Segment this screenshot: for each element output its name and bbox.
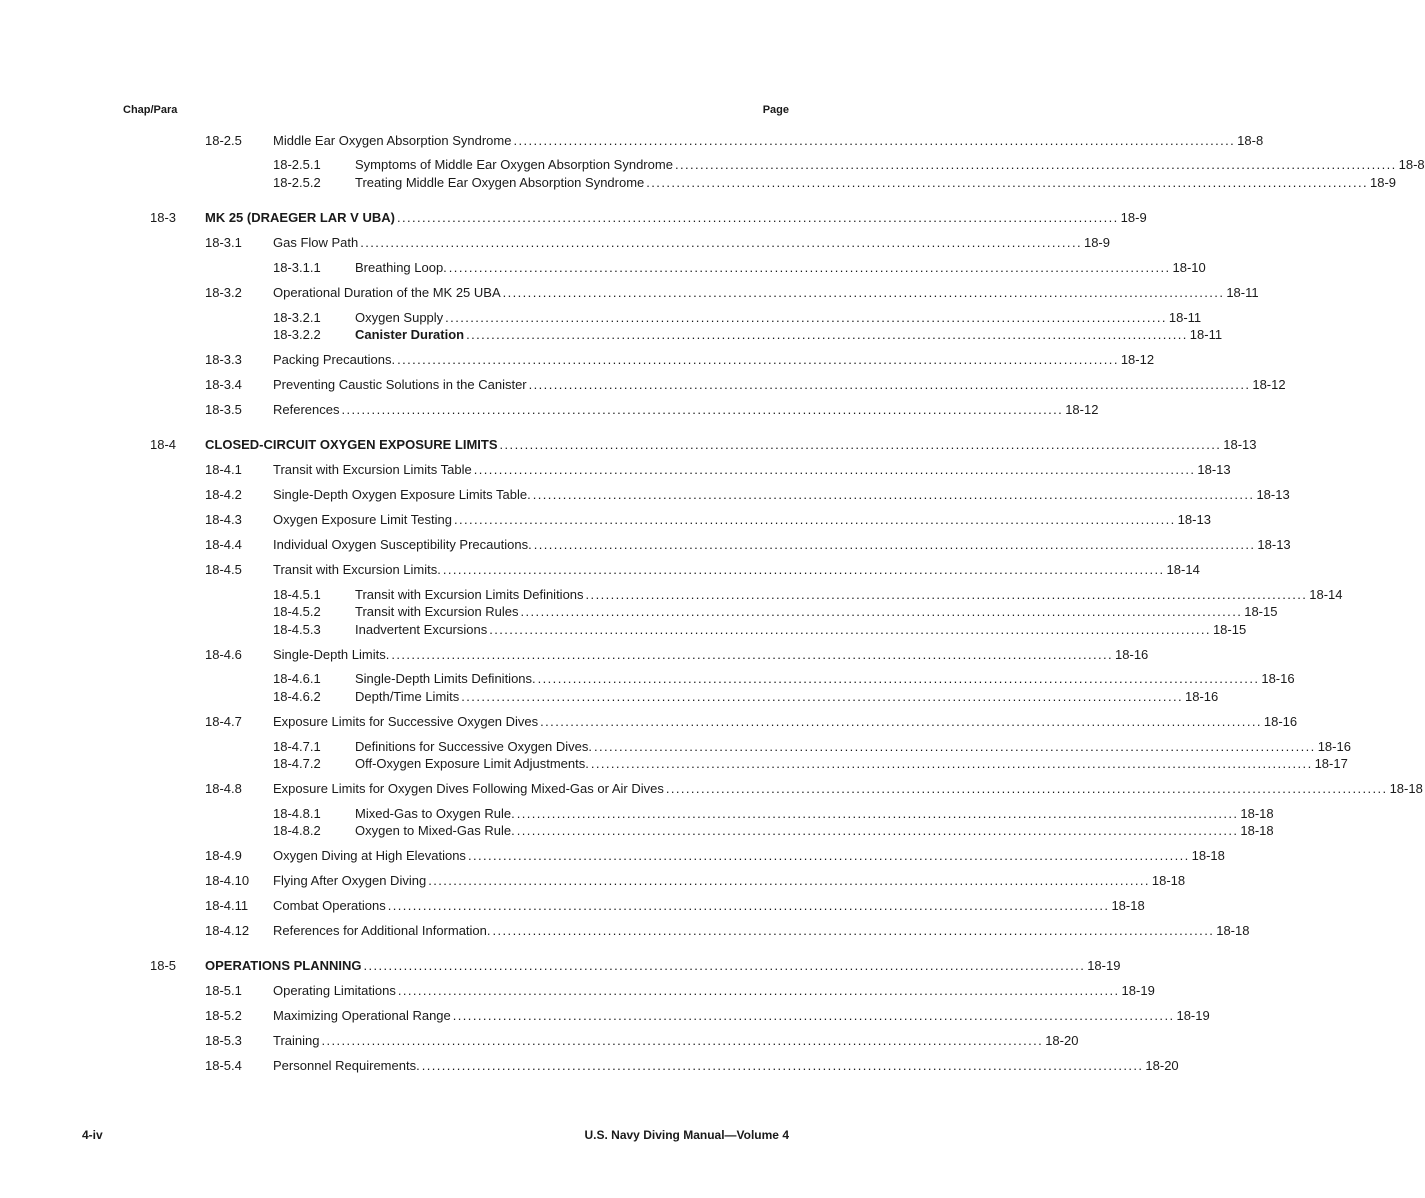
toc-entry-page: 18-19 xyxy=(1176,1008,1210,1023)
column-header-page: Page xyxy=(762,104,789,116)
toc-entry-title: Oxygen to Mixed-Gas Rule. xyxy=(355,823,515,838)
toc-entry-title: Middle Ear Oxygen Absorption Syndrome xyxy=(273,133,512,148)
toc-entry-page: 18-13 xyxy=(1197,462,1231,477)
toc-entry-page: 18-16 xyxy=(1115,647,1149,662)
toc-entry-title: Transit with Excursion Limits Definitions xyxy=(355,587,584,602)
toc-entry[interactable] xyxy=(273,487,1290,503)
dot-leader: ................................................................................................................................................ xyxy=(499,437,1222,452)
toc-entry-page: 18-12 xyxy=(1120,352,1155,367)
toc-entry-page: 18-18 xyxy=(1240,823,1274,838)
manual-title: U.S. Navy Diving Manual—Volume 4 xyxy=(584,1128,789,1142)
toc-entry[interactable] xyxy=(273,462,1231,478)
toc-entry-number: 18-4.5.2 xyxy=(273,604,321,619)
toc-entry[interactable] xyxy=(205,958,1121,974)
dot-leader: ................................................................................................................................................ xyxy=(502,285,1225,300)
toc-entry[interactable] xyxy=(273,1058,1179,1074)
dot-leader: ................................................................................................................................................ xyxy=(321,1033,1044,1048)
toc-entry-title: Single-Depth Limits Definitions. xyxy=(355,671,536,686)
dot-leader: ................................................................................................................................................ xyxy=(590,756,1313,771)
toc-entry-number: 18-4.5 xyxy=(205,562,242,577)
toc-entry[interactable] xyxy=(273,377,1286,393)
dot-leader: ................................................................................................................................................ xyxy=(442,562,1165,577)
toc-entry[interactable] xyxy=(355,310,1202,326)
toc-entry[interactable] xyxy=(355,756,1348,772)
toc-entry[interactable] xyxy=(273,352,1155,368)
toc-entry-page: 18-9 xyxy=(1369,175,1397,190)
toc-entry-page: 18-11 xyxy=(1168,310,1202,325)
toc-entry-number: 18-3.3 xyxy=(205,352,242,367)
dot-leader: ................................................................................................................................................ xyxy=(513,133,1236,148)
toc-entry[interactable] xyxy=(355,327,1223,343)
toc-entry[interactable] xyxy=(273,133,1264,149)
toc-entry-number: 18-2.5.1 xyxy=(273,157,321,172)
toc-entry-title: Personnel Requirements. xyxy=(273,1058,420,1073)
toc-entry-page: 18-9 xyxy=(1120,210,1147,225)
dot-leader: ................................................................................................................................................ xyxy=(421,1058,1144,1073)
dot-leader: ................................................................................................................................................ xyxy=(646,175,1368,190)
toc-entry-title: Exposure Limits for Oxygen Dives Following Mixed-Gas or Air Dives xyxy=(273,781,664,796)
toc-entry-number: 18-4.9 xyxy=(205,848,242,863)
dot-leader: ................................................................................................................................................ xyxy=(391,647,1114,662)
toc-entry-title: Operating Limitations xyxy=(273,983,396,998)
toc-entry-page: 18-18 xyxy=(1389,781,1423,796)
toc-entry-number: 18-3.2.1 xyxy=(273,310,321,325)
toc-entry-number: 18-4.7 xyxy=(205,714,242,729)
toc-entry-number: 18-4.8.2 xyxy=(273,823,321,838)
toc-entry-page: 18-11 xyxy=(1189,327,1223,342)
toc-entry-number: 18-3.2 xyxy=(205,285,242,300)
toc-entry-title: Packing Precautions. xyxy=(273,352,396,367)
toc-entry-page: 18-19 xyxy=(1121,983,1155,998)
toc-entry[interactable] xyxy=(273,537,1291,553)
toc-entry-title: Single-Depth Limits. xyxy=(273,647,390,662)
dot-leader: ................................................................................................................................................ xyxy=(585,587,1308,602)
toc-entry-page: 18-16 xyxy=(1261,671,1295,686)
dot-leader: ................................................................................................................................................ xyxy=(466,327,1188,342)
dot-leader: ................................................................................................................................................ xyxy=(520,604,1243,619)
dot-leader: ................................................................................................................................................ xyxy=(467,848,1190,863)
toc-entry-page: 18-15 xyxy=(1244,604,1278,619)
toc-entry-title: Transit with Excursion Limits Table xyxy=(273,462,472,477)
toc-entry-page: 18-13 xyxy=(1257,537,1291,552)
toc-entry-title: Operational Duration of the MK 25 UBA xyxy=(273,285,501,300)
toc-entry-title: MK 25 (DRAEGER LAR V UBA) xyxy=(205,210,395,225)
toc-entry-number: 18-4.10 xyxy=(205,873,250,888)
toc-entry[interactable] xyxy=(273,562,1200,578)
toc-entry-title: Definitions for Successive Oxygen Dives. xyxy=(355,739,592,754)
toc-entry-title: Transit with Excursion Rules xyxy=(355,604,519,619)
toc-entry[interactable] xyxy=(273,781,1423,797)
toc-entry-title: CLOSED-CIRCUIT OXYGEN EXPOSURE LIMITS xyxy=(205,437,498,452)
dot-leader: ................................................................................................................................................ xyxy=(341,402,1064,417)
toc-entry-number: 18-4.7.1 xyxy=(273,739,321,754)
dot-leader: ................................................................................................................................................ xyxy=(533,537,1256,552)
toc-entry-number: 18-4.3 xyxy=(205,512,242,527)
toc-entry-page: 18-8 xyxy=(1398,157,1425,172)
toc-entry-number: 18-4.5.1 xyxy=(273,587,321,602)
toc-entry-number: 18-3 xyxy=(150,210,177,225)
toc-entry-number: 18-4.6.1 xyxy=(273,671,321,686)
toc-entry[interactable] xyxy=(355,260,1206,276)
toc-entry-number: 18-4.7.2 xyxy=(273,756,321,771)
toc-entry[interactable] xyxy=(273,923,1250,939)
dot-leader: ................................................................................................................................................ xyxy=(445,310,1167,325)
toc-entry-number: 18-5 xyxy=(150,958,177,973)
toc-entry-number: 18-5.3 xyxy=(205,1033,242,1048)
dot-leader: ................................................................................................................................................ xyxy=(397,352,1119,367)
toc-entry-title: Oxygen Diving at High Elevations xyxy=(273,848,466,863)
toc-entry[interactable] xyxy=(273,235,1110,251)
toc-entry-page: 18-20 xyxy=(1145,1058,1179,1073)
toc-entry-page: 18-15 xyxy=(1212,622,1247,637)
toc-entry-title: Off-Oxygen Exposure Limit Adjustments. xyxy=(355,756,589,771)
toc-entry-number: 18-4.8.1 xyxy=(273,806,321,821)
dot-leader: ................................................................................................................................................ xyxy=(473,462,1196,477)
toc-entry[interactable] xyxy=(355,823,1274,839)
toc-entry-page: 18-12 xyxy=(1252,377,1286,392)
dot-leader: ................................................................................................................................................ xyxy=(360,235,1082,250)
toc-entry-number: 18-4.11 xyxy=(205,898,249,913)
toc-entry-number: 18-2.5 xyxy=(205,133,242,148)
toc-entry-page: 18-20 xyxy=(1045,1033,1079,1048)
dot-leader: ................................................................................................................................................ xyxy=(532,487,1255,502)
toc-entry[interactable] xyxy=(273,848,1225,864)
toc-entry[interactable] xyxy=(355,175,1397,191)
toc-entry-number: 18-5.4 xyxy=(205,1058,242,1073)
toc-entry[interactable] xyxy=(355,622,1247,638)
toc-entry-title: Training xyxy=(273,1033,320,1048)
toc-entry-page: 18-16 xyxy=(1184,689,1219,704)
dot-leader: ................................................................................................................................................ xyxy=(453,512,1176,527)
toc-entry-number: 18-3.4 xyxy=(205,377,242,392)
toc-entry[interactable] xyxy=(355,157,1425,173)
toc-entry[interactable] xyxy=(273,983,1155,999)
toc-entry-page: 18-9 xyxy=(1083,235,1110,250)
toc-entry-page: 18-18 xyxy=(1151,873,1186,888)
toc-entry-page: 18-18 xyxy=(1111,898,1145,913)
toc-entry-page: 18-16 xyxy=(1263,714,1298,729)
toc-entry-number: 18-4 xyxy=(150,437,177,452)
toc-entry-number: 18-3.5 xyxy=(205,402,242,417)
dot-leader: ................................................................................................................................................ xyxy=(665,781,1388,796)
toc-entry[interactable] xyxy=(273,873,1186,889)
toc-entry-page: 18-18 xyxy=(1240,806,1274,821)
toc-entry[interactable] xyxy=(273,714,1298,730)
toc-entry-number: 18-3.1 xyxy=(205,235,242,250)
toc-entry-number: 18-4.6.2 xyxy=(273,689,321,704)
toc-entry[interactable] xyxy=(273,647,1149,663)
toc-entry-page: 18-17 xyxy=(1314,756,1348,771)
dot-leader: ................................................................................................................................................ xyxy=(428,873,1150,888)
toc-entry-title: Maximizing Operational Range xyxy=(273,1008,451,1023)
toc-entry-page: 18-18 xyxy=(1216,923,1250,938)
toc-entry-title: Breathing Loop. xyxy=(355,260,447,275)
dot-leader: ................................................................................................................................................ xyxy=(492,923,1215,938)
toc-entry-page: 18-19 xyxy=(1087,958,1121,973)
toc-entry-number: 18-4.4 xyxy=(205,537,242,552)
toc-entry-title: Canister Duration xyxy=(355,327,465,342)
toc-entry-title: Treating Middle Ear Oxygen Absorption Syndrome xyxy=(355,175,645,190)
toc-entry-title: References for Additional Information. xyxy=(273,923,491,938)
page-number: 4-iv xyxy=(82,1128,103,1142)
toc-entry[interactable] xyxy=(355,689,1219,705)
toc-entry-page: 18-13 xyxy=(1256,487,1290,502)
toc-entry-page: 18-18 xyxy=(1191,848,1225,863)
toc-entry[interactable] xyxy=(355,671,1295,687)
dot-leader: ................................................................................................................................................ xyxy=(593,739,1316,754)
column-header-chap-para: Chap/Para xyxy=(123,104,178,116)
dot-leader: ................................................................................................................................................ xyxy=(452,1008,1175,1023)
toc-entry[interactable] xyxy=(273,402,1099,418)
toc-entry-page: 18-13 xyxy=(1177,512,1211,527)
toc-entry-page: 18-14 xyxy=(1309,587,1343,602)
toc-entry[interactable] xyxy=(273,285,1259,301)
toc-entry-title: Gas Flow Path xyxy=(273,235,359,250)
toc-entry[interactable] xyxy=(273,1008,1210,1024)
toc-entry[interactable] xyxy=(355,739,1351,755)
dot-leader: ................................................................................................................................................ xyxy=(387,898,1110,913)
toc-entry-title: Mixed-Gas to Oxygen Rule. xyxy=(355,806,515,821)
toc-entry-number: 18-4.2 xyxy=(205,487,242,502)
dot-leader: ................................................................................................................................................ xyxy=(528,377,1251,392)
toc-entry-title: Oxygen Exposure Limit Testing xyxy=(273,512,452,527)
toc-entry-title: Preventing Caustic Solutions in the Canister xyxy=(273,377,527,392)
toc-entry-number: 18-3.1.1 xyxy=(273,260,321,275)
toc-entry-page: 18-16 xyxy=(1317,739,1351,754)
toc-entry-title: Transit with Excursion Limits. xyxy=(273,562,441,577)
toc-entry-title: Symptoms of Middle Ear Oxygen Absorption Syndrome xyxy=(355,157,673,172)
toc-entry-number: 18-4.5.3 xyxy=(273,622,321,637)
dot-leader: ................................................................................................................................................ xyxy=(448,260,1171,275)
toc-entry-number: 18-2.5.2 xyxy=(273,175,321,190)
toc-entry[interactable] xyxy=(205,437,1257,453)
toc-entry-page: 18-8 xyxy=(1237,133,1264,148)
toc-entry[interactable] xyxy=(355,604,1278,620)
toc-entry-number: 18-5.1 xyxy=(205,983,242,998)
toc-entry-page: 18-12 xyxy=(1065,402,1099,417)
toc-entry-title: Combat Operations xyxy=(273,898,386,913)
toc-entry-page: 18-10 xyxy=(1172,260,1206,275)
dot-leader: ................................................................................................................................................ xyxy=(540,714,1262,729)
toc-entry-title: Individual Oxygen Susceptibility Precautions. xyxy=(273,537,532,552)
toc-entry-page: 18-13 xyxy=(1223,437,1257,452)
dot-leader: ................................................................................................................................................ xyxy=(537,671,1260,686)
toc-entry-number: 18-3.2.2 xyxy=(273,327,321,342)
toc-entry[interactable] xyxy=(355,806,1274,822)
toc-entry-title: Inadvertent Excursions xyxy=(355,622,488,637)
toc-entry-title: Single-Depth Oxygen Exposure Limits Table. xyxy=(273,487,531,502)
dot-leader: ................................................................................................................................................ xyxy=(363,958,1086,973)
toc-entry-number: 18-4.6 xyxy=(205,647,242,662)
toc-entry-title: Depth/Time Limits xyxy=(355,689,460,704)
toc-entry[interactable] xyxy=(273,898,1145,914)
dot-leader: ................................................................................................................................................ xyxy=(397,983,1120,998)
toc-entry-number: 18-4.8 xyxy=(205,781,242,796)
toc-entry-title: OPERATIONS PLANNING xyxy=(205,958,362,973)
toc-entry[interactable] xyxy=(205,210,1147,226)
toc-entry-page: 18-14 xyxy=(1166,562,1200,577)
dot-leader: ................................................................................................................................................ xyxy=(461,689,1183,704)
dot-leader: ................................................................................................................................................ xyxy=(674,157,1397,172)
dot-leader: ................................................................................................................................................ xyxy=(489,622,1211,637)
toc-entry-number: 18-4.1 xyxy=(205,462,242,477)
toc-entry[interactable] xyxy=(273,512,1211,528)
toc-entry-page: 18-11 xyxy=(1226,285,1259,300)
toc-entry-number: 18-4.12 xyxy=(205,923,250,938)
toc-entry-title: Flying After Oxygen Diving xyxy=(273,873,427,888)
dot-leader: ................................................................................................................................................ xyxy=(396,210,1119,225)
toc-entry-title: Oxygen Supply xyxy=(355,310,444,325)
toc-entry[interactable] xyxy=(273,1033,1079,1049)
dot-leader: ................................................................................................................................................ xyxy=(516,806,1239,821)
toc-entry-title: References xyxy=(273,402,340,417)
toc-entry-title: Exposure Limits for Successive Oxygen Dives xyxy=(273,714,539,729)
toc-entry-number: 18-5.2 xyxy=(205,1008,242,1023)
dot-leader: ................................................................................................................................................ xyxy=(516,823,1239,838)
toc-entry[interactable] xyxy=(355,587,1343,603)
